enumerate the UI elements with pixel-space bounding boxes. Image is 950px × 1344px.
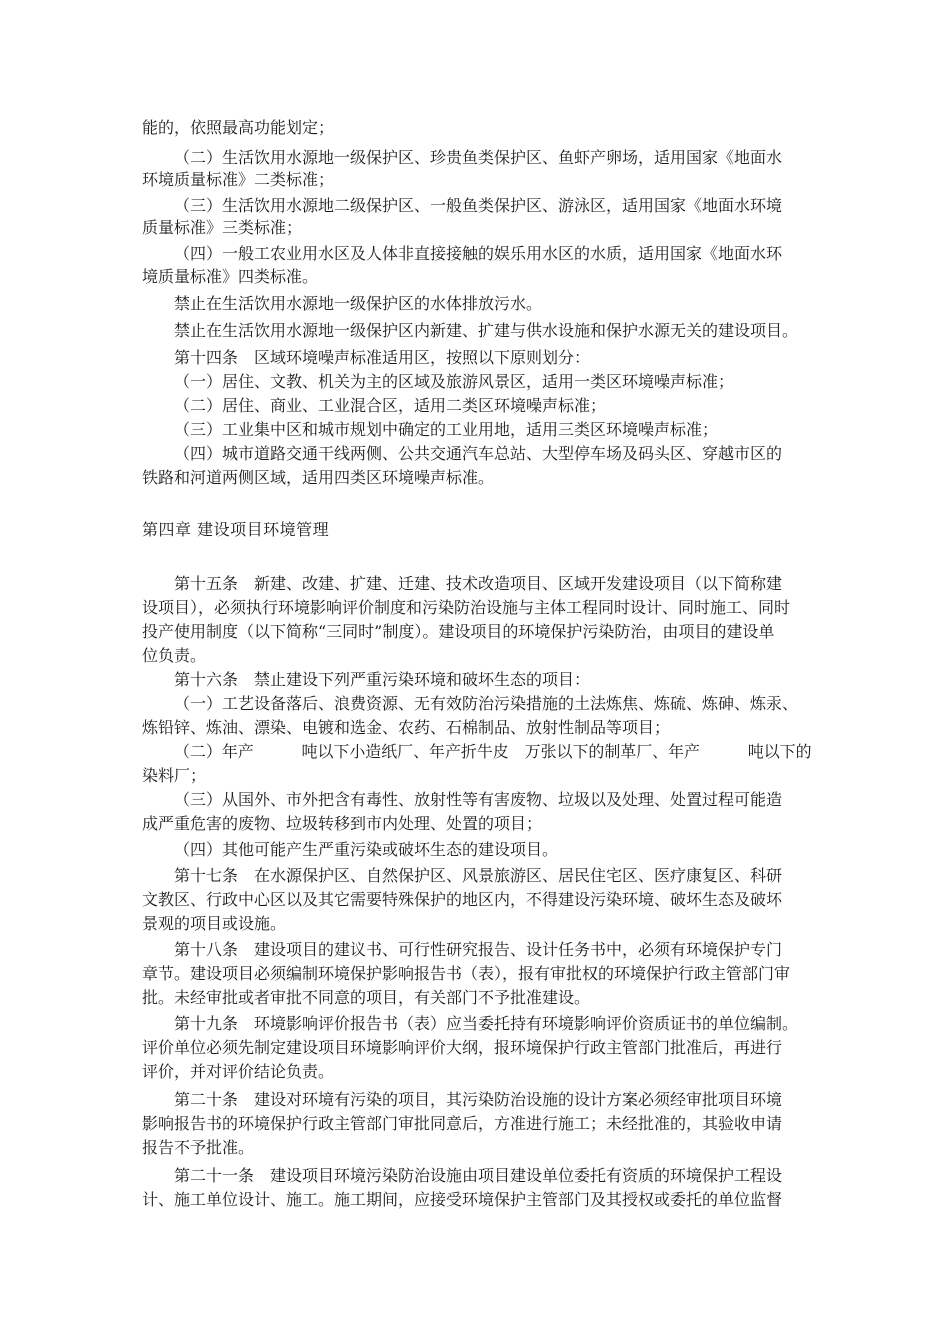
text-line: 报告不予批准。: [142, 1138, 255, 1157]
text-line: 能的，依照最高功能划定；: [142, 118, 335, 137]
text-line: 投产使用制度（以下简称“三同时”制度）。建设项目的环境保护污染防治，由项目的建设单: [142, 622, 775, 641]
text-line: （二）生活饮用水源地一级保护区、珍贵鱼类保护区、鱼虾产卵场，适用国家《地面水: [174, 148, 783, 167]
text-line: 环境质量标准》二类标准；: [142, 170, 335, 189]
text-line: 第十七条 在水源保护区、自然保护区、风景旅游区、居民住宅区、医疗康复区、科研: [174, 866, 783, 885]
text-line: （一）工艺设备落后、浪费资源、无有效防治污染措施的土法炼焦、炼硫、炼砷、炼汞、: [174, 694, 799, 713]
text-line: 第二十条 建设对环境有污染的项目，其污染防治设施的设计方案必须经审批项目环境: [174, 1090, 783, 1109]
text-line: 炼铅锌、炼油、漂染、电镀和选金、农药、石棉制品、放射性制品等项目；: [142, 718, 671, 737]
text-line: 染料厂；: [142, 766, 207, 785]
text-line: 章节。建设项目必须编制环境保护影响报告书（表），报有审批权的环境保护行政主管部门审: [142, 964, 791, 983]
text-line: 影响报告书的环境保护行政主管部门审批同意后，方准进行施工；未经批准的，其验收申请: [142, 1114, 783, 1133]
text-line: 位负责。: [142, 646, 207, 665]
text-line: 设项目），必须执行环境影响评价制度和污染防治设施与主体工程同时设计、同时施工、同时: [142, 598, 791, 617]
text-line: 成严重危害的废物、垃圾转移到市内处理、处置的项目；: [142, 814, 543, 833]
text-line: （二）年产 吨以下小造纸厂、年产折牛皮 万张以下的制革厂、年产 吨以下的: [174, 742, 812, 761]
text-line: 计、施工单位设计、施工。施工期间，应接受环境保护主管部门及其授权或委托的单位监督: [142, 1190, 783, 1209]
text-line: 景观的项目或设施。: [142, 914, 287, 933]
text-line: （二）居住、商业、工业混合区，适用二类区环境噪声标准；: [174, 396, 607, 415]
text-line: 第二十一条 建设项目环境污染防治设施由项目建设单位委托有资质的环境保护工程设: [174, 1166, 783, 1185]
text-line: 禁止在生活饮用水源地一级保护区的水体排放污水。: [174, 294, 543, 313]
text-line: 第十九条 环境影响评价报告书（表）应当委托持有环境影响评价资质证书的单位编制。: [174, 1014, 799, 1033]
text-line: 评价，并对评价结论负责。: [142, 1062, 335, 1081]
text-line: 文教区、行政中心区以及其它需要特殊保护的地区内，不得建设污染环境、破坏生态及破坏: [142, 890, 783, 909]
text-line: 第十六条 禁止建设下列严重污染环境和破坏生态的项目：: [174, 670, 591, 689]
text-line: （四）城市道路交通干线两侧、公共交通汽车总站、大型停车场及码头区、穿越市区的: [174, 444, 783, 463]
text-line: （三）生活饮用水源地二级保护区、一般鱼类保护区、游泳区，适用国家《地面水环境: [174, 196, 783, 215]
text-line: 第十四条 区域环境噪声标准适用区，按照以下原则划分：: [174, 348, 591, 367]
text-line: （三）从国外、市外把含有毒性、放射性等有害废物、垃圾以及处理、处置过程可能造: [174, 790, 783, 809]
text-line: （一）居住、文教、机关为主的区域及旅游风景区，适用一类区环境噪声标准；: [174, 372, 735, 391]
text-line: 评价单位必须先制定建设项目环境影响评价大纲，报环境保护行政主管部门批准后，再进行: [142, 1038, 783, 1057]
text-line: （四）一般工农业用水区及人体非直接接触的娱乐用水区的水质，适用国家《地面水环: [174, 244, 783, 263]
text-line: 禁止在生活饮用水源地一级保护区内新建、扩建与供水设施和保护水源无关的建设项目。: [174, 321, 799, 340]
text-line: （四）其他可能产生严重污染或破坏生态的建设项目。: [174, 840, 559, 859]
text-line: 铁路和河道两侧区域，适用四类区环境噪声标准。: [142, 468, 495, 487]
text-line: 质量标准》三类标准；: [142, 218, 303, 237]
text-line: 第十八条 建设项目的建议书、可行性研究报告、设计任务书中，必须有环境保护专门: [174, 940, 783, 959]
chapter-heading: 第四章 建设项目环境管理: [142, 520, 330, 539]
text-line: 批。未经审批或者审批不同意的项目，有关部门不予批准建设。: [142, 988, 591, 1007]
text-line: （三）工业集中区和城市规划中确定的工业用地，适用三类区环境噪声标准；: [174, 420, 719, 439]
text-line: 境质量标准》四类标准。: [142, 267, 319, 286]
text-line: 第十五条 新建、改建、扩建、迁建、技术改造项目、区域开发建设项目（以下简称建: [174, 574, 783, 593]
